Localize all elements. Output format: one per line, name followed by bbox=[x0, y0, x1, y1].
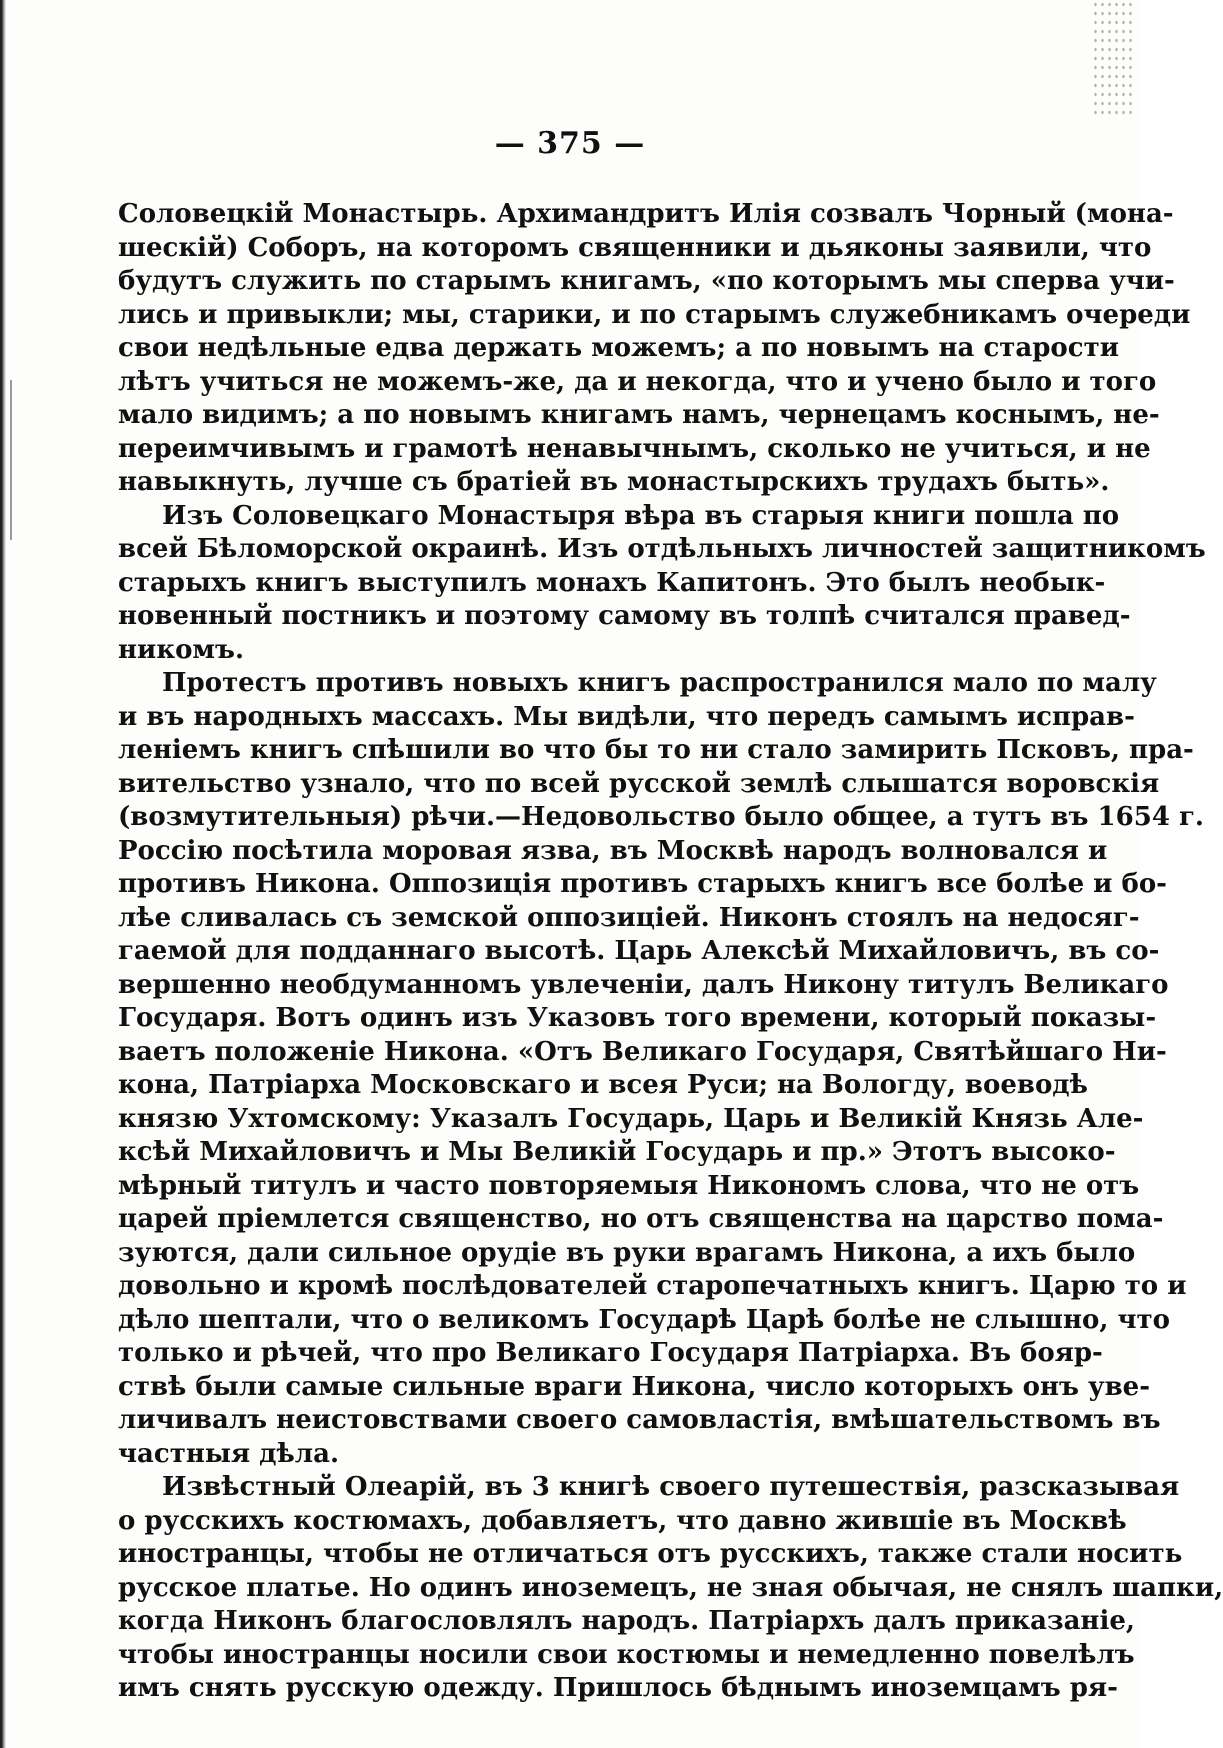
text-line: иностранцы, чтобы не отличаться отъ русскихъ, также стали носить bbox=[118, 1539, 1183, 1569]
text-line: только и рѣчей, что про Великаго Государя Патріарха. Въ бояр- bbox=[118, 1338, 1103, 1368]
text-line: шескій) Соборъ, на которомъ священники и дьяконы заявили, что bbox=[118, 232, 1152, 263]
text-line: дѣло шептали, что о великомъ Государѣ Царѣ болѣе не слышно, что bbox=[118, 1304, 1170, 1335]
text-line: Изъ Соловецкаго Монастыря вѣра въ старыя книги пошла по bbox=[162, 500, 1120, 531]
page-number: — 375 — bbox=[494, 126, 646, 161]
text-line: вительство узнало, что по всей русской землѣ слышатся воровскія bbox=[118, 768, 1160, 799]
text-line: ствѣ были самые сильные враги Никона, число которыхъ онъ уве- bbox=[118, 1371, 1151, 1402]
text-line: довольно и кромѣ послѣдователей старопечатныхъ книгъ. Царю то и bbox=[118, 1271, 1187, 1301]
text-line: переимчивымъ и грамотѣ ненавычнымъ, сколько не учиться, и не bbox=[118, 433, 1151, 464]
paragraph bbox=[118, 667, 1204, 1471]
text-line: свои недѣльные едва держать можемъ; а по новымъ на старости bbox=[118, 333, 1119, 363]
text-line: будутъ служить по старымъ книгамъ, «по которымъ мы сперва учи- bbox=[118, 266, 1175, 296]
text-line: вершенно необдуманномъ увлеченіи, далъ Никону титулъ Великаго bbox=[118, 969, 1169, 1000]
text-line: лись и привыкли; мы, старики, и по старымъ служебникамъ очереди bbox=[118, 299, 1191, 330]
text-line: имъ снять русскую одежду. Пришлось бѣднымъ иноземцамъ ря- bbox=[118, 1673, 1118, 1703]
page-binding-mark bbox=[10, 380, 12, 540]
text-line: новенный постникъ и поэтому самому въ толпѣ считался правед- bbox=[118, 601, 1131, 631]
text-line: Протестъ противъ новыхъ книгъ распространился мало по малу bbox=[162, 668, 1157, 698]
page-corner-speckle bbox=[1092, 0, 1132, 120]
text-line: когда Никонъ благословлялъ народъ. Патріархъ далъ приказаніе, bbox=[118, 1606, 1135, 1636]
body-text bbox=[118, 198, 1223, 1706]
text-line: Соловецкій Монастырь. Архимандритъ Илія созвалъ Чорный (мона- bbox=[118, 199, 1174, 229]
text-line: князю Ухтомскому: Указалъ Государь, Царь и Великій Князь Але- bbox=[118, 1103, 1144, 1134]
paragraph bbox=[118, 1471, 1223, 1706]
text-line: никомъ. bbox=[118, 634, 245, 665]
paragraph bbox=[118, 500, 1206, 668]
text-line: всей Бѣломорской окраинѣ. Изъ отдѣльныхъ личностей защитникомъ bbox=[118, 534, 1206, 564]
text-line: кона, Патріарха Московскаго и всея Руси; на Вологду, воеводѣ bbox=[118, 1070, 1088, 1100]
text-line: личивалъ неистовствами своего самовластія, вмѣшательствомъ въ bbox=[118, 1405, 1161, 1435]
text-line: навыкнуть, лучше съ братіей въ монастырскихъ трудахъ быть». bbox=[118, 467, 1110, 497]
text-line: (возмутительныя) рѣчи.—Недовольство было общее, а тутъ въ 1654 г. bbox=[118, 802, 1204, 832]
page-left-edge-shadow bbox=[0, 0, 6, 1748]
text-line: ваетъ положеніе Никона. «Отъ Великаго Государя, Святѣйшаго Ни- bbox=[118, 1036, 1167, 1067]
text-line: противъ Никона. Оппозиція противъ старыхъ книгъ все болѣе и бо- bbox=[118, 869, 1167, 899]
text-line: мало видимъ; а по новымъ книгамъ намъ, чернецамъ коснымъ, не- bbox=[118, 400, 1160, 430]
text-line: леніемъ книгъ спѣшили во что бы то ни стало замирить Псковъ, пра- bbox=[118, 735, 1194, 765]
text-line: лѣе сливалась съ земской оппозиціей. Никонъ стоялъ на недосяг- bbox=[118, 902, 1140, 933]
text-line: о русскихъ костюмахъ, добавляетъ, что давно жившіе въ Москвѣ bbox=[118, 1505, 1127, 1536]
text-line: ксѣй Михайловичъ и Мы Великій Государь и пр.» Этотъ высоко- bbox=[118, 1137, 1116, 1167]
text-line: и въ народныхъ массахъ. Мы видѣли, что передъ самымъ исправ- bbox=[118, 701, 1135, 732]
text-line: лѣтъ учиться не можемъ-же, да и некогда, что и учено было и того bbox=[118, 366, 1157, 397]
text-line: чтобы иностранцы носили свои костюмы и немедленно повелѣлъ bbox=[118, 1639, 1135, 1670]
paragraph bbox=[118, 198, 1191, 500]
text-line: мѣрный титулъ и часто повторяемыя Никономъ слова, что не отъ bbox=[118, 1170, 1140, 1201]
text-line: Государя. Вотъ одинъ изъ Указовъ того времени, который показы- bbox=[118, 1003, 1157, 1033]
text-line: русское платье. Но одинъ иноземецъ, не зная обычая, не снялъ шапки, bbox=[118, 1572, 1223, 1603]
text-line: старыхъ книгъ выступилъ монахъ Капитонъ. Это былъ необык- bbox=[118, 567, 1106, 598]
text-line: Россію посѣтила моровая язва, въ Москвѣ народъ волновался и bbox=[118, 835, 1108, 866]
text-line: гаемой для подданнаго высотѣ. Царь Алексѣй Михайловичъ, въ со- bbox=[118, 936, 1160, 966]
text-line: царей пріемлется священство, но отъ священства на царство пома- bbox=[118, 1204, 1164, 1234]
text-line: Извѣстный Олеарій, въ 3 книгѣ своего путешествія, разсказывая bbox=[162, 1472, 1180, 1502]
text-line: частныя дѣла. bbox=[118, 1438, 340, 1469]
text-line: зуются, дали сильное орудіе въ руки врагамъ Никона, а ихъ было bbox=[118, 1237, 1136, 1268]
